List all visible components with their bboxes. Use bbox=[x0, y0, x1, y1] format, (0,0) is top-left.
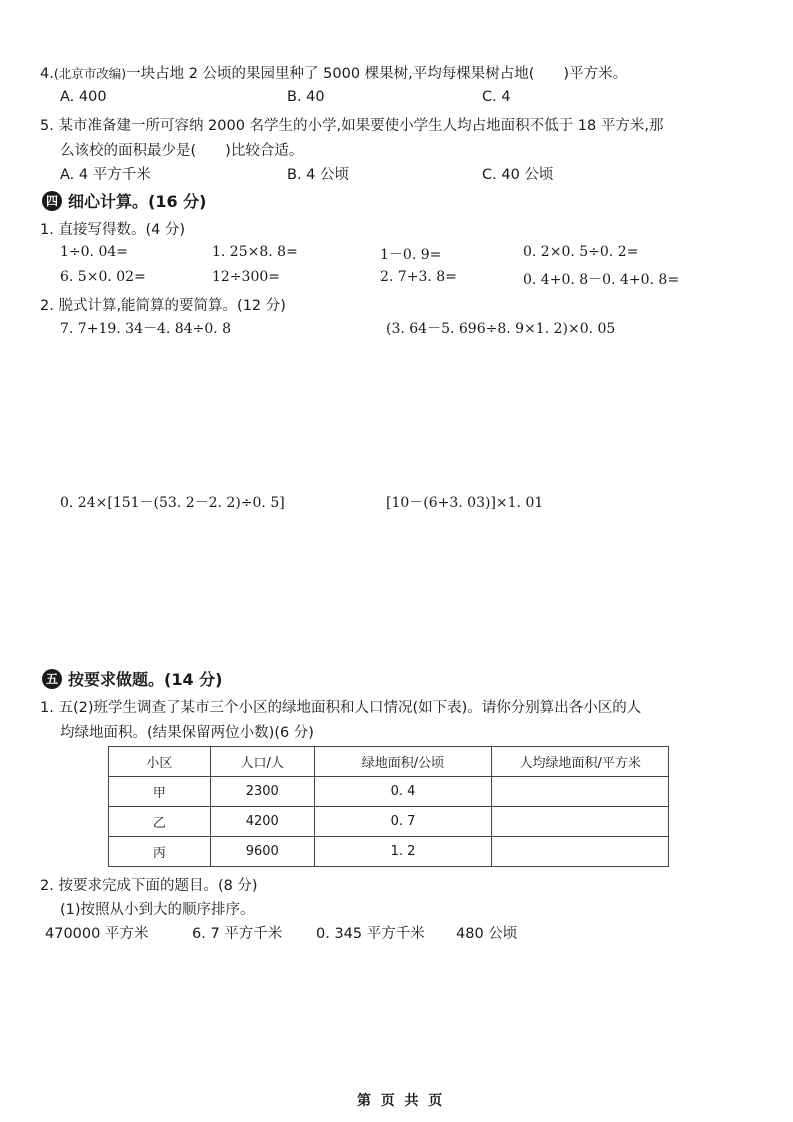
section-5-title: 按要求做题。(14 分) bbox=[68, 670, 223, 689]
table-row bbox=[109, 837, 669, 867]
section-4-heading bbox=[42, 189, 206, 212]
question-4-text: 一块占地 2 公顷的果园里种了 5000 棵果树,平均每棵果树占地( )平方米。 bbox=[126, 66, 628, 82]
cell-population: 9600 bbox=[210, 837, 314, 867]
header-green-area: 绿地面积/公顷 bbox=[314, 747, 492, 777]
cell-district: 丙 bbox=[109, 837, 211, 867]
q5-option-c: C. 40 公顷 bbox=[482, 167, 554, 183]
calc-2-3: 2. 7+3. 8= bbox=[380, 269, 457, 285]
section-5-q1-line1: 1. 五(2)班学生调查了某市三个小区的绿地面积和人口情况(如下表)。请你分别算出各小区的人 bbox=[40, 700, 642, 716]
calc-2-4: 0. 4+0. 8－0. 4+0. 8= bbox=[523, 272, 680, 288]
sort-item-1: 470000 平方米 bbox=[45, 926, 149, 942]
cell-answer-blank[interactable] bbox=[492, 777, 669, 807]
cell-answer-blank[interactable] bbox=[492, 837, 669, 867]
q4-option-c: C. 4 bbox=[482, 89, 511, 105]
section-4-sub1: 1. 直接写得数。(4 分) bbox=[40, 222, 186, 238]
q4-option-a: A. 400 bbox=[60, 89, 107, 105]
table-header-row bbox=[109, 747, 669, 777]
expr-3: 0. 24×[151－(53. 2－2. 2)÷0. 5] bbox=[60, 495, 285, 511]
sort-item-2: 6. 7 平方千米 bbox=[192, 926, 283, 942]
calc-1-2: 1. 25×8. 8= bbox=[212, 244, 298, 260]
cell-answer-blank[interactable] bbox=[492, 807, 669, 837]
section-4-title: 细心计算。(16 分) bbox=[68, 192, 207, 211]
cell-district: 甲 bbox=[109, 777, 211, 807]
calc-1-4: 0. 2×0. 5÷0. 2= bbox=[523, 244, 639, 260]
q5-option-b: B. 4 公顷 bbox=[287, 167, 350, 183]
calc-2-1: 6. 5×0. 02= bbox=[60, 269, 146, 285]
expr-4: [10－(6+3. 03)]×1. 01 bbox=[386, 495, 544, 511]
cell-green-area: 1. 2 bbox=[314, 837, 492, 867]
cell-population: 4200 bbox=[210, 807, 314, 837]
question-4-source: (北京市改编) bbox=[53, 66, 127, 81]
calc-2-2: 12÷300= bbox=[212, 269, 280, 285]
green-area-table bbox=[108, 746, 669, 867]
q4-option-b: B. 40 bbox=[287, 89, 325, 105]
question-4-number: 4. bbox=[40, 66, 54, 82]
header-district: 小区 bbox=[109, 747, 211, 777]
question-5-line1: 5. 某市准备建一所可容纳 2000 名学生的小学,如果要使小学生人均占地面积不低于 18 平方米,那 bbox=[40, 118, 664, 134]
section-4-sub2: 2. 脱式计算,能简算的要简算。(12 分) bbox=[40, 298, 286, 314]
section-5-q2: 2. 按要求完成下面的题目。(8 分) bbox=[40, 878, 258, 894]
section-5-q2-sub1: (1)按照从小到大的顺序排序。 bbox=[60, 902, 255, 918]
section-5-badge: 五 bbox=[42, 669, 62, 689]
sort-item-4: 480 公顷 bbox=[456, 926, 518, 942]
table-row bbox=[109, 777, 669, 807]
sort-item-3: 0. 345 平方千米 bbox=[316, 926, 425, 942]
question-5-line2: 么该校的面积最少是( )比较合适。 bbox=[60, 143, 304, 159]
calc-1-3: 1－0. 9= bbox=[380, 247, 442, 263]
cell-green-area: 0. 4 bbox=[314, 777, 492, 807]
section-5-q1-line2: 均绿地面积。(结果保留两位小数)(6 分) bbox=[60, 725, 314, 741]
header-per-capita: 人均绿地面积/平方米 bbox=[492, 747, 669, 777]
expr-2: (3. 64－5. 696÷8. 9×1. 2)×0. 05 bbox=[386, 321, 616, 337]
calc-1-1: 1÷0. 04= bbox=[60, 244, 128, 260]
q5-option-a: A. 4 平方千米 bbox=[60, 167, 151, 183]
cell-population: 2300 bbox=[210, 777, 314, 807]
cell-green-area: 0. 7 bbox=[314, 807, 492, 837]
question-4 bbox=[40, 62, 627, 83]
expr-1: 7. 7+19. 34－4. 84÷0. 8 bbox=[60, 321, 232, 337]
section-5-heading bbox=[42, 667, 222, 690]
cell-district: 乙 bbox=[109, 807, 211, 837]
header-population: 人口/人 bbox=[210, 747, 314, 777]
page-footer: 第 页 共 页 bbox=[357, 1093, 443, 1109]
table-row bbox=[109, 807, 669, 837]
section-4-badge: 四 bbox=[42, 191, 62, 211]
